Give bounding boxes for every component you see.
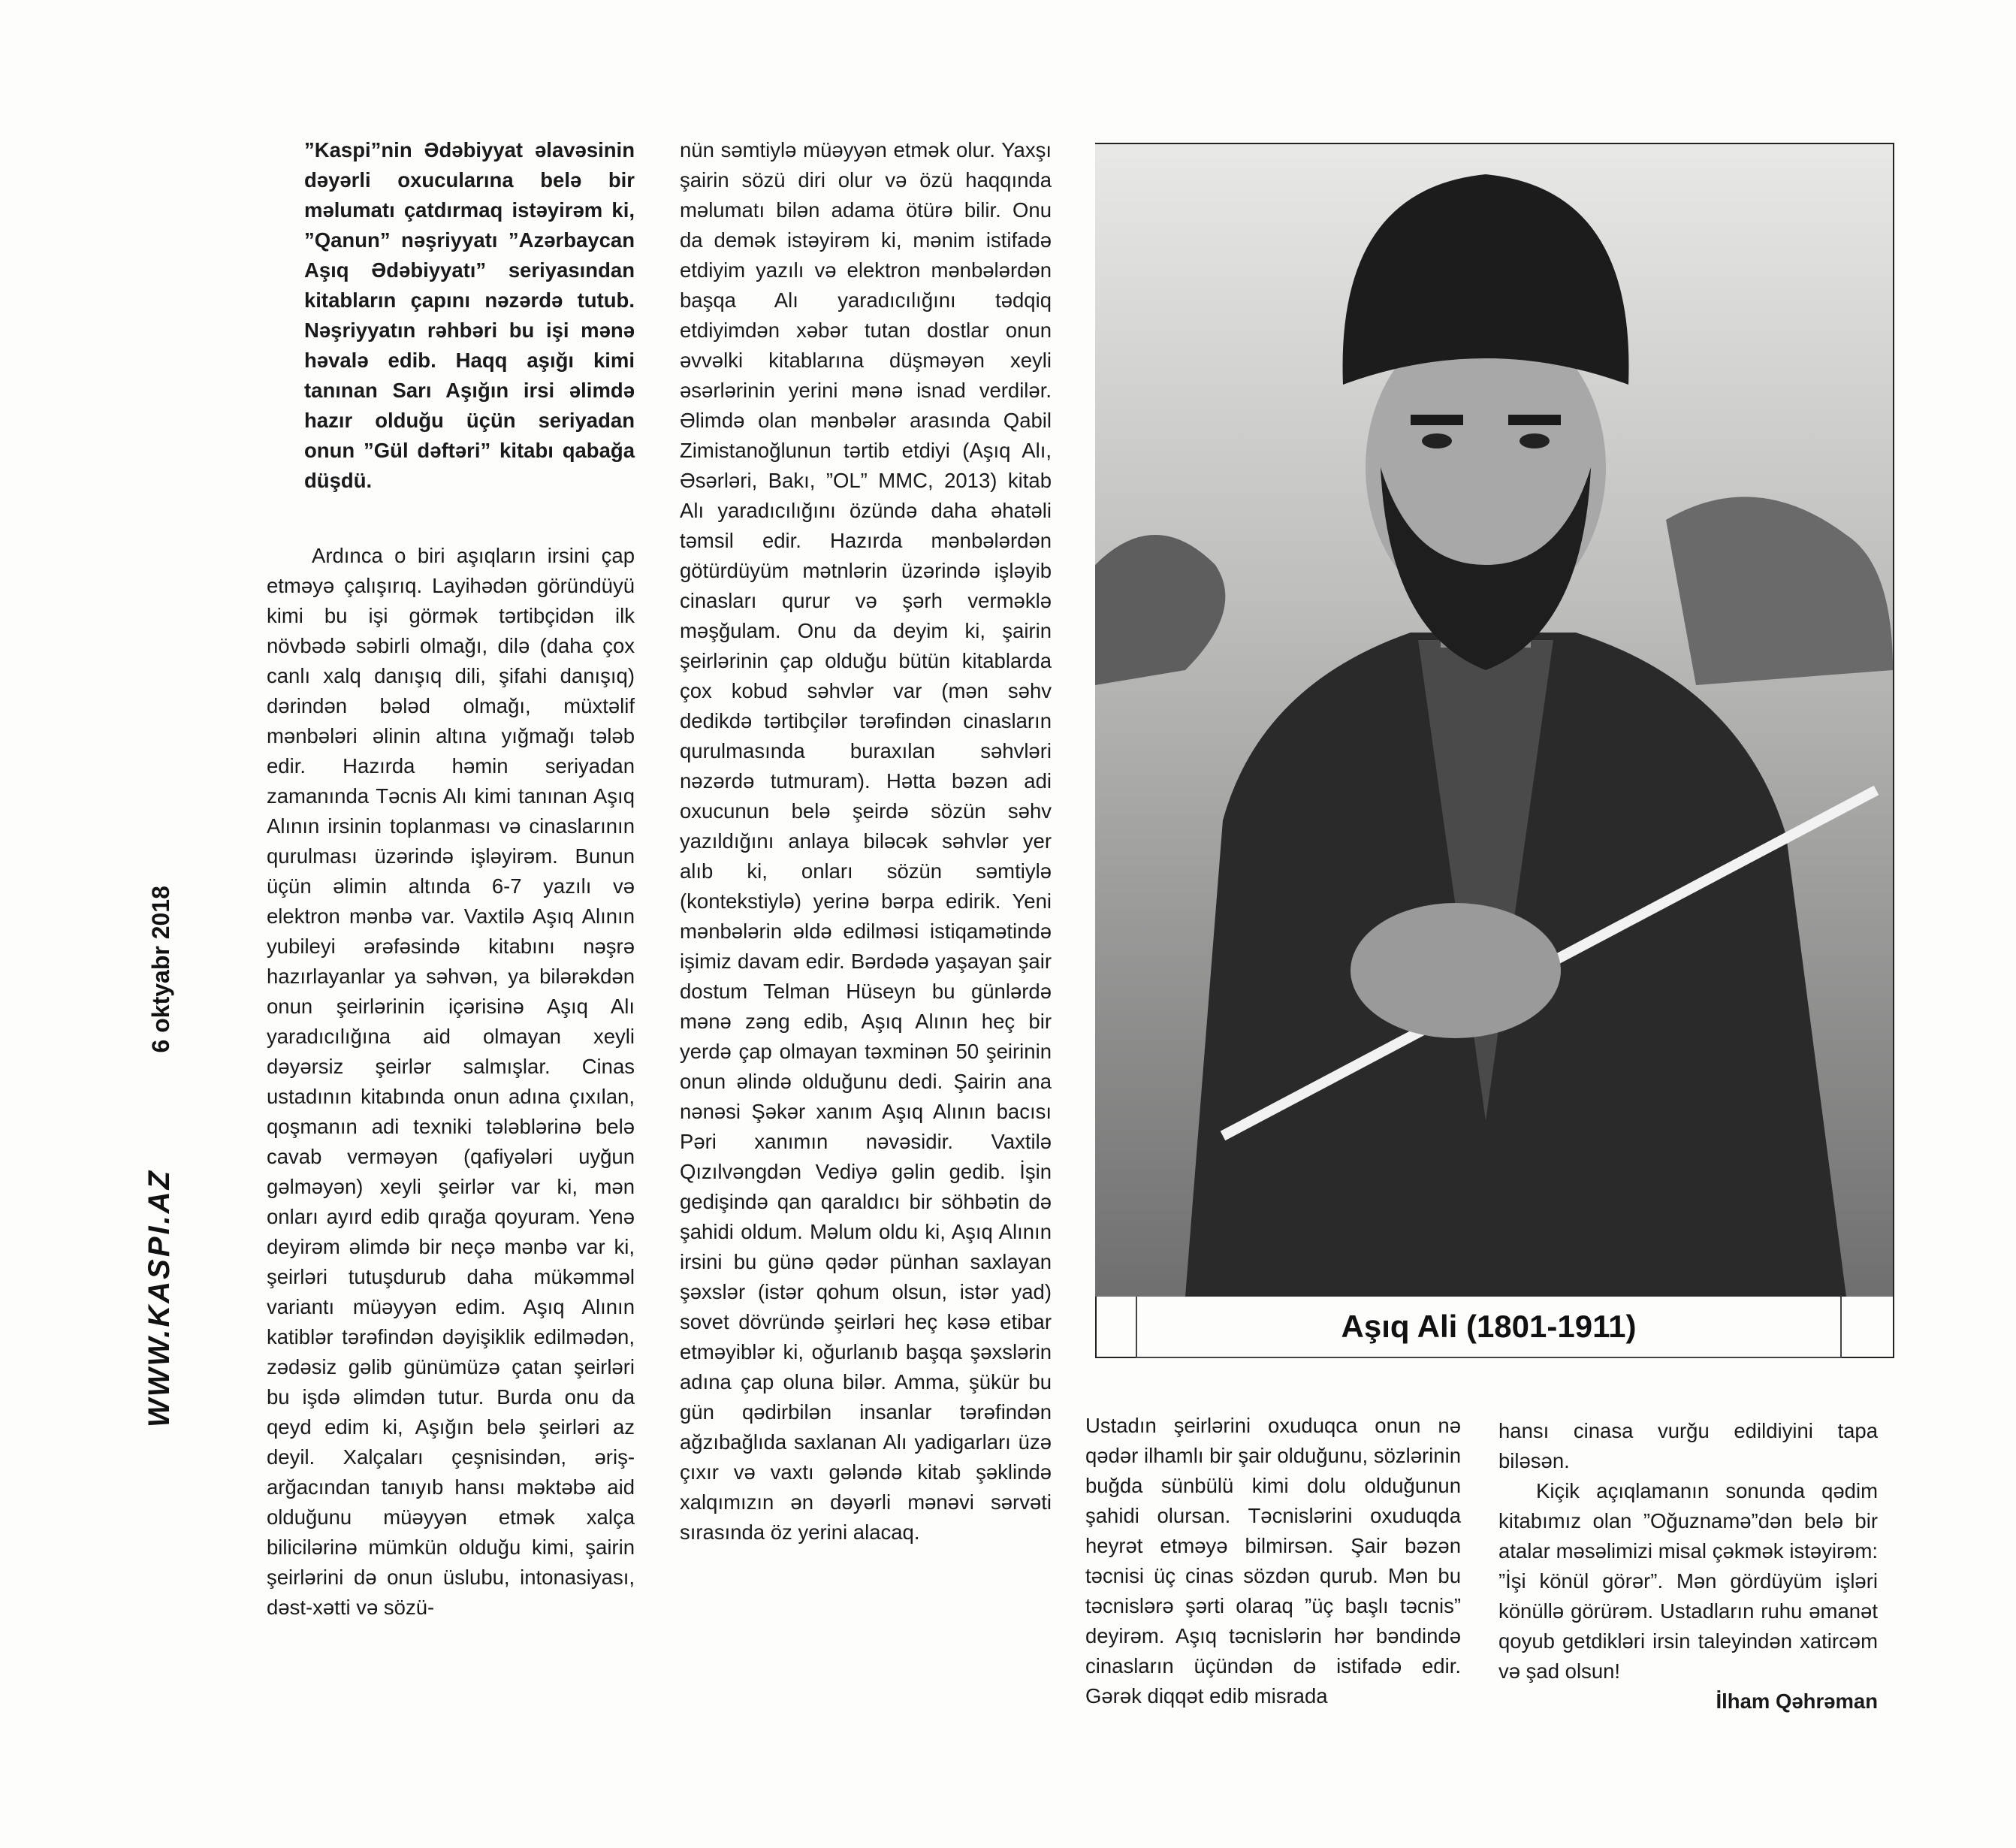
intro-paragraph: ”Kaspi”nin Ədəbiyyat əlavəsinin dəyərli oxucularına belə bir məlumatı çatdırmaq istəyirəm ki, ”Qanun” nəşriyyatı ”Azərbaycan Aşıq Ədəbiyyatı” seriyasından kitabların çapını nəzərdə tutub. Nəşriyyatın rəhbəri bu işi mənə həvalə edib. Haqq aşığı kimi tanınan Sarı Aşığın irsi əlimdə hazır olduğu üçün seriyadan onun ”Gül dəftəri” kitabı qabağa düşdü. (304, 138, 635, 492)
caption-box (1136, 1297, 1842, 1358)
column-3-text: Ustadın şeirlərini oxuduqca onun nə qədər ilhamlı bir şair olduğunu, sözlərinin buğda sünbülü kimi dolu olduğunun şahidi olursan. Təcnislərini oxuduqda heyrət etməyə bilmirsən. Şair bəzən təcnisi üç cinas sözdən qurub. Mən bu təcnislərə şərti olaraq ”üç başlı təcnis” deyirəm. Aşıq təcnislərin hər bəndində cinasların üçündən də istifadə edir. Gərək diqqət edib misrada (1085, 1414, 1461, 1708)
column-4 (1498, 1416, 1878, 1717)
column-2 (680, 135, 1052, 1548)
column-1 (267, 135, 635, 1623)
column-3 (1085, 1411, 1461, 1711)
portrait-photo (1095, 144, 1893, 1297)
column-4-text-2: Kiçik açıqlamanın sonunda qədim kitabımız olan ”Oğuznamə”dən belə bir atalar məsəlimizi misal çəkmək istəyirəm: ”İşi könül görər”. Mən gördüyüm işləri könüllə görürəm. Ustadların ruhu əmanət qoyub getdikləri irsin taleyindən xatircəm və şad olsun! (1498, 1479, 1878, 1683)
column-4-text-1: hansı cinasa vurğu edildiyini tapa biləsən. (1498, 1419, 1878, 1472)
photo-caption: Aşıq Ali (1801-1911) (1341, 1309, 1637, 1344)
column-2-text: nün səmtiylə müəyyən etmək olur. Yaxşı şairin sözü diri olur və özü haqqında məlumatı bilən adama ötürə bilir. Onu da demək istəyirəm ki, mənim istifadə etdiyim yazılı və elektron mənbələrdən başqa Alı yaradıcılığını tədqiq etdiyimdən xəbər tutan dostlar onun əvvəlki kitablarına düşməyən xeyli əsərlərinin yerini mənə isnad verdilər. Əlimdə olan mənbələr arasında Qabil Zimistanoğlunun tərtib etdiyi (Aşıq Alı, Əsərləri, Bakı, ”OL” MMC, 2013) kitab Alı yaradıcılığını özündə daha əhatəli təmsil edir. Hazırda mənbələrdən götürdüyüm mətnlərin üzərində işləyib cinasları qurur və şərh verməklə məşğulam. Onu da deyim ki, şairin şeirlərinin çap olduğu bütün kitablarda çox kobud səhvlər var (mən səhv dedikdə tərtibçilər tərəfindən cinasların qurulmasında buraxılan səhvləri nəzərdə tutmuram). Hətta bəzən adi oxucunun belə şeirdə sözün səhv yazıldığını anlaya biləcək səhvlər yer alıb ki, onları sözün səmtiylə (kontekstiylə) yerinə bərpa edirik. Yeni mənbələrin əldə edilməsi istiqamətində işimiz davam edir. Bərdədə yaşayan şair dostum Telman Hüseyn bu günlərdə mənə zəng edib, Aşıq Alının heç bir yerdə çap olmayan təxminən 50 şeirinin onun əlində olduğunu dedi. Şairin ana nənəsi Şəkər xanım Aşıq Alının bacısı Pəri xanımın nəvəsidir. Vaxtilə Qızılvəngdən Vediyə gəlin gedib. İşin gedişində qan qaraldıcı bir söhbətin də şahidi oldum. Məlum oldu ki, Aşıq Alının irsini bu günə qədər pünhan saxlayan şəxslər (istər qohum olsun, istər yad) sovet dövründə şeirləri heç kəsə etibar etməyiblər ki, oğurlanıb başqa şəxslərin adına çap oluna bilər. Amma, şükür bu gün qədirbilən insanlar tərəfindən ağzıbağlıda saxlanan Alı yadigarları üzə çıxır və vaxtı gələndə kitab şəklində xalqımızın ən dəyərli mənəvi sərvəti sırasında öz yerini alacaq. (680, 138, 1052, 1544)
author-signature: İlham Qəhrəman (1716, 1689, 1878, 1713)
sidebar-vertical (143, 886, 177, 1427)
site-url: WWW.KASPI.AZ (143, 1168, 176, 1427)
column-1-text: Ardınca o biri aşıqların irsini çap etməyə çalışırıq. Layihədən göründüyü kimi bu işi görmək tərtibçidən ilk növbədə səbirli olmağı, dilə (daha çox canlı xalq danışıq dili, şifahi danışıq) dərindən bələd olmağı, müxtəlif mənbələri əlinin altına yığmağı tələb edir. Hazırda həmin seriyadan zamanında Təcnis Alı kimi tanınan Aşıq Alının irsinin toplanması və cinaslarının qurulması üzərində işləyirəm. Bunun üçün əlimin altında 6-7 yazılı və elektron mənbə var. Vaxtilə Aşıq Alının yubileyi ərəfəsində kitabını nəşrə hazırlayanlar ya səhvən, ya bilərəkdən onun şeirlərinin içərisinə Aşıq Alı yaradıcılığına aid olmayan xeyli dəyərsiz şeirlər salmışlar. Cinas ustadının kitabında onun adına çıxılan, qoşmanın adi texniki tələblərinə belə cavab verməyən (qafiyələri uyğun gəlməyən) xeyli şeirlər var ki, mən onları ayırd edib qırağa qoyuram. Yenə deyirəm əlimdə bir neçə mənbə var ki, şeirləri tutuşdurub daha mükəmməl variantı müəyyən edim. Aşıq Alının katiblər tərəfindən dəyişiklik edilmədən, zədəsiz gəlib günümüzə çatan şeirləri bu işdə əlimdən tutur. Burda onu da qeyd edim ki, Aşığın belə şeirləri az deyil. Xalçaları çeşnisindən, əriş-arğacından tanıyıb hansı məktəbə aid olduğunu müəyyən etmək xalça bilicilərinə mümkün olduğu kimi, şairin şeirlərini də onun üslubu, intonasiyası, dəst-xətti və sözü- (267, 544, 635, 1619)
issue-date: 6 oktyabr 2018 (147, 886, 174, 1053)
